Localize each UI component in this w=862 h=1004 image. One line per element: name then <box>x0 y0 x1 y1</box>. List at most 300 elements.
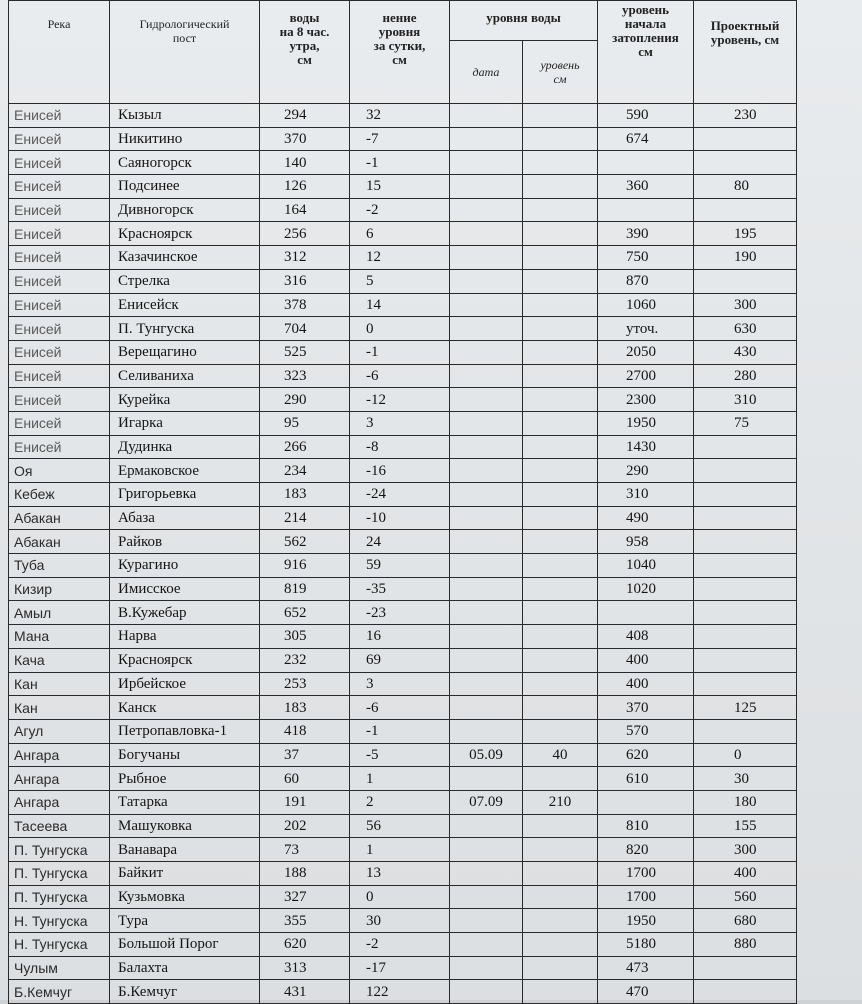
table-row <box>9 814 797 838</box>
header-post <box>110 1 260 104</box>
post-cell: Селиваниха <box>110 364 260 388</box>
table-body <box>9 104 797 1004</box>
post-cell: Имисское <box>110 577 260 601</box>
table-row <box>9 648 797 672</box>
post-cell: Верещагино <box>110 340 260 364</box>
max-date-cell <box>450 364 523 388</box>
max-level-cell <box>523 672 598 696</box>
change-cell: 32 <box>350 104 450 128</box>
max-level-cell <box>523 862 598 886</box>
level-cell: 164 <box>260 198 350 222</box>
project-level-cell <box>694 459 797 483</box>
project-level-cell <box>694 648 797 672</box>
header-level-line: воды <box>289 10 320 25</box>
river-cell: Абакан <box>9 506 110 530</box>
project-level-cell <box>694 530 797 554</box>
change-cell: 12 <box>350 246 450 270</box>
level-cell: 191 <box>260 790 350 814</box>
flood-level-cell: 290 <box>598 459 694 483</box>
change-cell: -10 <box>350 506 450 530</box>
max-level-cell <box>523 222 598 246</box>
max-level-cell <box>523 933 598 957</box>
max-level-cell <box>523 459 598 483</box>
post-cell: Саяногорск <box>110 151 260 175</box>
project-level-cell <box>694 506 797 530</box>
max-level-cell <box>523 127 598 151</box>
change-cell: 5 <box>350 269 450 293</box>
max-date-cell <box>450 435 523 459</box>
river-cell: Енисей <box>9 340 110 364</box>
post-cell: Канск <box>110 696 260 720</box>
change-cell: 0 <box>350 885 450 909</box>
max-level-cell <box>523 269 598 293</box>
flood-level-cell: 2700 <box>598 364 694 388</box>
header-level <box>260 1 350 104</box>
level-cell: 95 <box>260 411 350 435</box>
level-cell: 234 <box>260 459 350 483</box>
project-level-cell: 80 <box>694 175 797 199</box>
max-date-cell <box>450 885 523 909</box>
max-level-cell: 210 <box>523 790 598 814</box>
header-post-line2: пост <box>172 31 197 45</box>
post-cell: Ирбейское <box>110 672 260 696</box>
table-row <box>9 790 797 814</box>
flood-level-cell: 5180 <box>598 933 694 957</box>
change-cell: 1 <box>350 767 450 791</box>
project-level-cell <box>694 601 797 625</box>
level-cell: 355 <box>260 909 350 933</box>
flood-level-cell: 400 <box>598 672 694 696</box>
header-change-line: нение <box>382 10 417 25</box>
post-cell: П. Тунгуска <box>110 317 260 341</box>
post-cell: Байкит <box>110 862 260 886</box>
flood-level-cell: 490 <box>598 506 694 530</box>
river-cell: Енисей <box>9 364 110 388</box>
max-date-cell <box>450 909 523 933</box>
flood-level-cell: 958 <box>598 530 694 554</box>
change-cell: 13 <box>350 862 450 886</box>
max-level-cell <box>523 838 598 862</box>
project-level-cell: 0 <box>694 743 797 767</box>
max-level-cell <box>523 411 598 435</box>
table-row <box>9 388 797 412</box>
change-cell: -16 <box>350 459 450 483</box>
max-level-cell <box>523 175 598 199</box>
level-cell: 256 <box>260 222 350 246</box>
max-level-cell: 40 <box>523 743 598 767</box>
level-cell: 652 <box>260 601 350 625</box>
table-header <box>9 1 797 104</box>
post-cell: Казачинское <box>110 246 260 270</box>
max-date-cell <box>450 719 523 743</box>
table-row <box>9 340 797 364</box>
table-row <box>9 293 797 317</box>
max-date-cell <box>450 625 523 649</box>
max-level-cell <box>523 293 598 317</box>
max-level-cell <box>523 246 598 270</box>
flood-level-cell: 1060 <box>598 293 694 317</box>
project-level-cell <box>694 956 797 980</box>
max-date-cell <box>450 530 523 554</box>
post-cell: Никитино <box>110 127 260 151</box>
max-level-cell <box>523 483 598 507</box>
header-flood <box>598 1 694 104</box>
header-flood-line: см <box>638 44 653 59</box>
level-cell: 290 <box>260 388 350 412</box>
max-date-cell <box>450 388 523 412</box>
post-cell: Богучаны <box>110 743 260 767</box>
max-level-cell <box>523 909 598 933</box>
max-date-cell <box>450 269 523 293</box>
max-date-cell <box>450 127 523 151</box>
river-cell: Ангара <box>9 790 110 814</box>
header-flood-line: затопления <box>612 30 679 45</box>
river-cell: Ангара <box>9 767 110 791</box>
max-date-cell <box>450 506 523 530</box>
level-cell: 266 <box>260 435 350 459</box>
header-post-line1: Гидрологический <box>139 17 230 31</box>
change-cell: 16 <box>350 625 450 649</box>
header-max-level <box>523 41 598 104</box>
change-cell: -23 <box>350 601 450 625</box>
level-cell: 316 <box>260 269 350 293</box>
post-cell: Б.Кемчуг <box>110 980 260 1004</box>
river-cell: Ангара <box>9 743 110 767</box>
level-cell: 37 <box>260 743 350 767</box>
flood-level-cell: 1040 <box>598 554 694 578</box>
table-row <box>9 838 797 862</box>
post-cell: Красноярск <box>110 648 260 672</box>
level-cell: 183 <box>260 483 350 507</box>
change-cell: 30 <box>350 909 450 933</box>
flood-level-cell: 370 <box>598 696 694 720</box>
river-cell: Енисей <box>9 198 110 222</box>
flood-level-cell: 590 <box>598 104 694 128</box>
max-date-cell <box>450 814 523 838</box>
flood-level-cell <box>598 790 694 814</box>
max-date-cell <box>450 411 523 435</box>
table-row <box>9 554 797 578</box>
post-cell: Дудинка <box>110 435 260 459</box>
project-level-cell: 30 <box>694 767 797 791</box>
river-cell: Енисей <box>9 411 110 435</box>
project-level-cell <box>694 980 797 1004</box>
project-level-cell <box>694 577 797 601</box>
hydrology-table <box>8 0 797 1004</box>
flood-level-cell: 610 <box>598 767 694 791</box>
change-cell: 56 <box>350 814 450 838</box>
table-row <box>9 222 797 246</box>
post-cell: Кузьмовка <box>110 885 260 909</box>
project-level-cell <box>694 435 797 459</box>
max-date-cell <box>450 175 523 199</box>
max-date-cell <box>450 104 523 128</box>
max-date-cell: 05.09 <box>450 743 523 767</box>
level-cell: 140 <box>260 151 350 175</box>
change-cell: 122 <box>350 980 450 1004</box>
river-cell: Тасеева <box>9 814 110 838</box>
post-cell: В.Кужебар <box>110 601 260 625</box>
flood-level-cell: 1950 <box>598 411 694 435</box>
change-cell: 3 <box>350 411 450 435</box>
max-date-cell <box>450 459 523 483</box>
post-cell: Курейка <box>110 388 260 412</box>
level-cell: 60 <box>260 767 350 791</box>
change-cell: -1 <box>350 151 450 175</box>
table-row <box>9 127 797 151</box>
flood-level-cell: 390 <box>598 222 694 246</box>
change-cell: -8 <box>350 435 450 459</box>
table-row <box>9 530 797 554</box>
post-cell: Татарка <box>110 790 260 814</box>
max-level-cell <box>523 814 598 838</box>
max-level-cell <box>523 554 598 578</box>
project-level-cell: 190 <box>694 246 797 270</box>
project-level-cell: 300 <box>694 293 797 317</box>
flood-level-cell: 1700 <box>598 885 694 909</box>
post-cell: Стрелка <box>110 269 260 293</box>
river-cell: Кебеж <box>9 483 110 507</box>
max-level-cell <box>523 364 598 388</box>
post-cell: Подсинее <box>110 175 260 199</box>
river-cell: Енисей <box>9 388 110 412</box>
river-cell: Чулым <box>9 956 110 980</box>
max-level-cell <box>523 696 598 720</box>
header-level-line: на 8 час. <box>279 24 330 39</box>
max-date-cell <box>450 317 523 341</box>
flood-level-cell: 310 <box>598 483 694 507</box>
level-cell: 819 <box>260 577 350 601</box>
header-project-line: уровень, см <box>710 32 780 47</box>
project-level-cell <box>694 625 797 649</box>
river-cell: Енисей <box>9 269 110 293</box>
table-row <box>9 483 797 507</box>
header-max-level-line: уровень <box>540 58 580 72</box>
header-river-label: Река <box>47 17 71 31</box>
change-cell: 6 <box>350 222 450 246</box>
table-row <box>9 743 797 767</box>
level-cell: 378 <box>260 293 350 317</box>
flood-level-cell: 570 <box>598 719 694 743</box>
table-row <box>9 719 797 743</box>
table-row <box>9 672 797 696</box>
post-cell: Курагино <box>110 554 260 578</box>
post-cell: Красноярск <box>110 222 260 246</box>
header-max-group <box>450 1 598 41</box>
project-level-cell: 310 <box>694 388 797 412</box>
post-cell: Кызыл <box>110 104 260 128</box>
change-cell: -6 <box>350 696 450 720</box>
change-cell: 14 <box>350 293 450 317</box>
flood-level-cell: 674 <box>598 127 694 151</box>
project-level-cell: 125 <box>694 696 797 720</box>
level-cell: 323 <box>260 364 350 388</box>
header-level-line: утра, <box>289 38 320 53</box>
max-date-cell <box>450 980 523 1004</box>
flood-level-cell: 473 <box>598 956 694 980</box>
project-level-cell: 230 <box>694 104 797 128</box>
level-cell: 620 <box>260 933 350 957</box>
table-row <box>9 317 797 341</box>
project-level-cell <box>694 151 797 175</box>
max-level-cell <box>523 317 598 341</box>
level-cell: 327 <box>260 885 350 909</box>
change-cell: -24 <box>350 483 450 507</box>
table-row <box>9 885 797 909</box>
level-cell: 418 <box>260 719 350 743</box>
river-cell: Агул <box>9 719 110 743</box>
table-row <box>9 198 797 222</box>
max-level-cell <box>523 601 598 625</box>
max-date-cell <box>450 577 523 601</box>
post-cell: Балахта <box>110 956 260 980</box>
flood-level-cell: 820 <box>598 838 694 862</box>
max-level-cell <box>523 648 598 672</box>
level-cell: 312 <box>260 246 350 270</box>
change-cell: 0 <box>350 317 450 341</box>
river-cell: Мана <box>9 625 110 649</box>
flood-level-cell: 2050 <box>598 340 694 364</box>
max-date-cell <box>450 601 523 625</box>
post-cell: Нарва <box>110 625 260 649</box>
change-cell: -35 <box>350 577 450 601</box>
river-cell: Абакан <box>9 530 110 554</box>
table-row <box>9 625 797 649</box>
table-row <box>9 767 797 791</box>
table-row <box>9 435 797 459</box>
level-cell: 562 <box>260 530 350 554</box>
river-cell: Енисей <box>9 127 110 151</box>
project-level-cell: 300 <box>694 838 797 862</box>
level-cell: 73 <box>260 838 350 862</box>
level-cell: 183 <box>260 696 350 720</box>
project-level-cell <box>694 672 797 696</box>
river-cell: Енисей <box>9 246 110 270</box>
flood-level-cell: 1950 <box>598 909 694 933</box>
post-cell: Петропавловка-1 <box>110 719 260 743</box>
project-level-cell: 880 <box>694 933 797 957</box>
river-cell: Енисей <box>9 151 110 175</box>
table-row <box>9 175 797 199</box>
post-cell: Тура <box>110 909 260 933</box>
project-level-cell <box>694 127 797 151</box>
max-date-cell <box>450 293 523 317</box>
flood-level-cell: 408 <box>598 625 694 649</box>
max-level-cell <box>523 767 598 791</box>
change-cell: -5 <box>350 743 450 767</box>
table-row <box>9 696 797 720</box>
project-level-cell: 75 <box>694 411 797 435</box>
project-level-cell: 680 <box>694 909 797 933</box>
header-project <box>694 1 797 104</box>
flood-level-cell: 470 <box>598 980 694 1004</box>
max-date-cell: 07.09 <box>450 790 523 814</box>
table-row <box>9 862 797 886</box>
max-date-cell <box>450 862 523 886</box>
post-cell: Енисейск <box>110 293 260 317</box>
table-row <box>9 577 797 601</box>
river-cell: Оя <box>9 459 110 483</box>
river-cell: Кан <box>9 672 110 696</box>
max-date-cell <box>450 648 523 672</box>
table-row <box>9 601 797 625</box>
table-row <box>9 269 797 293</box>
flood-level-cell: 360 <box>598 175 694 199</box>
max-level-cell <box>523 435 598 459</box>
table-row <box>9 956 797 980</box>
table-row <box>9 980 797 1004</box>
river-cell: Енисей <box>9 222 110 246</box>
river-cell: Туба <box>9 554 110 578</box>
level-cell: 370 <box>260 127 350 151</box>
max-level-cell <box>523 151 598 175</box>
project-level-cell <box>694 554 797 578</box>
max-date-cell <box>450 198 523 222</box>
table-row <box>9 246 797 270</box>
max-date-cell <box>450 933 523 957</box>
header-max-date <box>450 41 523 104</box>
level-cell: 525 <box>260 340 350 364</box>
max-level-cell <box>523 980 598 1004</box>
header-change-line: за сутки, <box>373 38 426 53</box>
river-cell: Н. Тунгуска <box>9 909 110 933</box>
project-level-cell: 180 <box>694 790 797 814</box>
project-level-cell <box>694 269 797 293</box>
max-level-cell <box>523 577 598 601</box>
change-cell: 59 <box>350 554 450 578</box>
header-change-line: уровня <box>378 24 421 39</box>
max-date-cell <box>450 956 523 980</box>
post-cell: Рыбное <box>110 767 260 791</box>
river-cell: Енисей <box>9 317 110 341</box>
flood-level-cell: 2300 <box>598 388 694 412</box>
flood-level-cell: 1700 <box>598 862 694 886</box>
header-max-group-label: уровня воды <box>486 10 561 25</box>
flood-level-cell <box>598 198 694 222</box>
change-cell: -1 <box>350 719 450 743</box>
post-cell: Григорьевка <box>110 483 260 507</box>
max-level-cell <box>523 719 598 743</box>
project-level-cell: 630 <box>694 317 797 341</box>
table-row <box>9 909 797 933</box>
max-date-cell <box>450 672 523 696</box>
river-cell: Амыл <box>9 601 110 625</box>
river-cell: Б.Кемчуг <box>9 980 110 1004</box>
flood-level-cell: 1020 <box>598 577 694 601</box>
max-date-cell <box>450 554 523 578</box>
post-cell: Райков <box>110 530 260 554</box>
project-level-cell <box>694 198 797 222</box>
table-row <box>9 104 797 128</box>
header-max-date-label: дата <box>472 65 500 79</box>
level-cell: 202 <box>260 814 350 838</box>
flood-level-cell: 750 <box>598 246 694 270</box>
max-date-cell <box>450 340 523 364</box>
change-cell: 15 <box>350 175 450 199</box>
project-level-cell: 430 <box>694 340 797 364</box>
change-cell: -17 <box>350 956 450 980</box>
river-cell: Кизир <box>9 577 110 601</box>
change-cell: -6 <box>350 364 450 388</box>
post-cell: Дивногорск <box>110 198 260 222</box>
table-row <box>9 459 797 483</box>
level-cell: 214 <box>260 506 350 530</box>
header-max-level-line: см <box>553 72 567 86</box>
max-date-cell <box>450 246 523 270</box>
level-cell: 126 <box>260 175 350 199</box>
change-cell: -2 <box>350 933 450 957</box>
table-row <box>9 933 797 957</box>
